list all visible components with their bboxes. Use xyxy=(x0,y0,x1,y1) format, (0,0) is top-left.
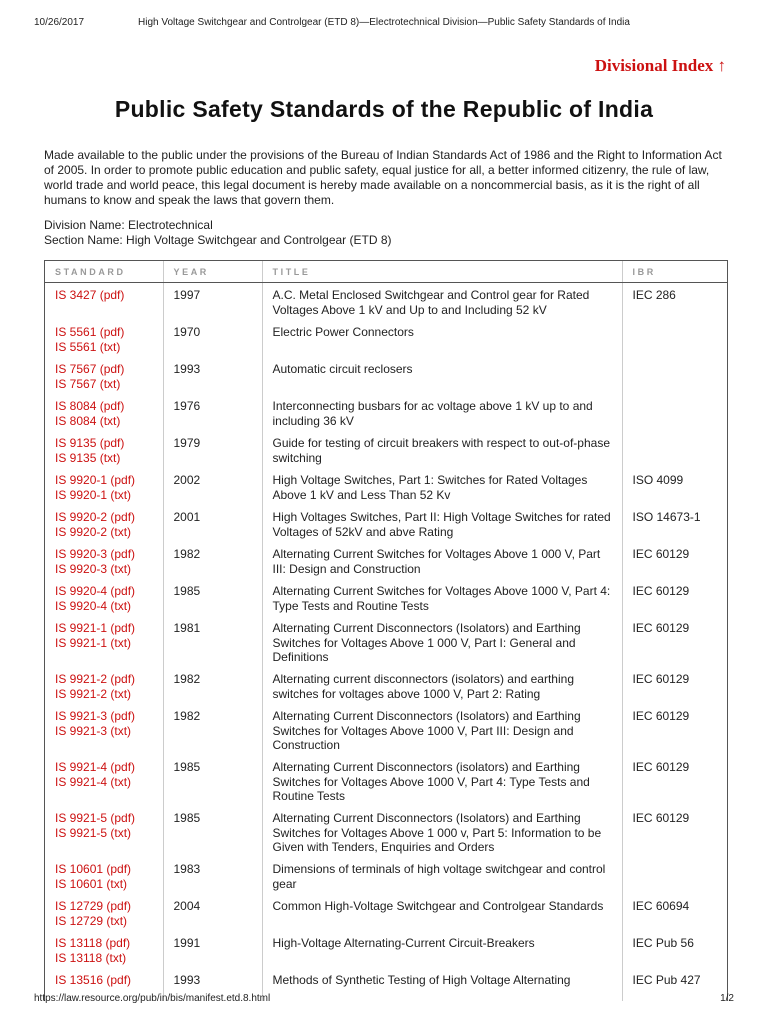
title-cell: Guide for testing of circuit breakers with respect to out-of-phase switching xyxy=(262,431,622,468)
txt-link[interactable]: IS 9920-4 (txt) xyxy=(55,598,132,613)
standard-cell xyxy=(45,394,163,431)
print-document-title: High Voltage Switchgear and Controlgear (ETD 8)—Electrotechnical Division—Public Safety Standards of India xyxy=(138,17,630,28)
txt-link[interactable]: IS 9921-1 (txt) xyxy=(55,635,132,650)
year-cell: 1970 xyxy=(163,320,262,357)
ibr-cell xyxy=(622,357,727,394)
title-cell: Electric Power Connectors xyxy=(262,320,622,357)
pdf-link[interactable]: IS 12729 (pdf) xyxy=(55,899,132,913)
table-row xyxy=(45,755,727,806)
txt-link[interactable]: IS 12729 (txt) xyxy=(55,913,128,928)
pdf-link[interactable]: IS 5561 (pdf) xyxy=(55,325,125,339)
section-name: Section Name: High Voltage Switchgear and Controlgear (ETD 8) xyxy=(44,233,392,247)
title-cell: High-Voltage Alternating-Current Circuit-Breakers xyxy=(262,931,622,968)
pdf-link[interactable]: IS 9920-3 (pdf) xyxy=(55,547,136,561)
txt-link[interactable]: IS 9921-5 (txt) xyxy=(55,825,132,840)
ibr-cell: IEC 60129 xyxy=(632,811,690,825)
pdf-link[interactable]: IS 10601 (pdf) xyxy=(55,862,132,876)
intro-paragraph: Made available to the public under the provisions of the Bureau of Indian Standards Act of 1986 and the Right to Information Act of 2005. In order to promote public education and public safety, equal justice for all, a better informed citizenry, the rule of law, world trade and world peace, this legal document is hereby made available on a noncommercial basis, as it is the right of all humans to know and speak the laws that govern them. xyxy=(44,148,722,207)
standard-cell xyxy=(45,542,163,579)
year-cell: 2001 xyxy=(163,505,262,542)
ibr-cell: IEC 60129 xyxy=(632,672,690,686)
ibr-cell: IEC 60129 xyxy=(632,621,690,635)
standard-cell xyxy=(45,616,163,667)
pdf-link[interactable]: IS 9921-3 (pdf) xyxy=(55,709,136,723)
table-body xyxy=(45,283,727,1002)
txt-link[interactable]: IS 9920-3 (txt) xyxy=(55,561,132,576)
year-cell: 1979 xyxy=(163,431,262,468)
table-row xyxy=(45,806,727,857)
column-header-standard: STANDARD xyxy=(45,261,163,283)
standard-cell xyxy=(45,931,163,968)
year-cell: 1993 xyxy=(163,968,262,1001)
ibr-cell: ISO 14673-1 xyxy=(632,510,701,524)
txt-link[interactable]: IS 9920-2 (txt) xyxy=(55,524,132,539)
table-row xyxy=(45,704,727,755)
column-header-title: TITLE xyxy=(262,261,622,283)
standard-cell xyxy=(45,806,163,857)
pdf-link[interactable]: IS 9921-2 (pdf) xyxy=(55,672,136,686)
title-cell: Common High-Voltage Switchgear and Controlgear Standards xyxy=(262,894,622,931)
pdf-link[interactable]: IS 9921-5 (pdf) xyxy=(55,811,136,825)
title-cell: Alternating Current Disconnectors (Isolators) and Earthing Switches for Voltages Above 1 000 v, Part 5: Information to be Given with Tenders, Enquiries and Orders xyxy=(262,806,622,857)
pdf-link[interactable]: IS 3427 (pdf) xyxy=(55,288,125,302)
year-cell: 1982 xyxy=(163,542,262,579)
standard-cell xyxy=(45,579,163,616)
txt-link[interactable]: IS 10601 (txt) xyxy=(55,876,128,891)
ibr-cell: IEC 286 xyxy=(632,288,676,302)
ibr-cell: IEC 60129 xyxy=(632,547,690,561)
table-row xyxy=(45,931,727,968)
title-cell: High Voltage Switches, Part 1: Switches for Rated Voltages Above 1 kV and Less Than 52 Kv xyxy=(262,468,622,505)
standard-cell xyxy=(45,431,163,468)
title-cell: Interconnecting busbars for ac voltage above 1 kV up to and including 36 kV xyxy=(262,394,622,431)
print-url: https://law.resource.org/pub/in/bis/manifest.etd.8.html xyxy=(34,993,271,1004)
title-cell: Alternating Current Disconnectors (Isolators) and Earthing Switches for Voltages Above 1 000 V, Part I: General and Definitions xyxy=(262,616,622,667)
ibr-cell: IEC Pub 427 xyxy=(632,973,701,987)
standard-cell xyxy=(45,320,163,357)
ibr-cell: IEC 60694 xyxy=(632,899,690,913)
title-cell: Automatic circuit reclosers xyxy=(262,357,622,394)
page-number: 1/2 xyxy=(720,993,734,1004)
table-row xyxy=(45,542,727,579)
year-cell: 1985 xyxy=(163,806,262,857)
title-cell: Alternating current disconnectors (isolators) and earthing switches for voltages above 1000 V, Part 2: Rating xyxy=(262,667,622,704)
standard-cell xyxy=(45,667,163,704)
standard-cell xyxy=(45,894,163,931)
pdf-link[interactable]: IS 9920-2 (pdf) xyxy=(55,510,136,524)
year-cell: 1976 xyxy=(163,394,262,431)
column-header-year: YEAR xyxy=(163,261,262,283)
txt-link[interactable]: IS 9921-3 (txt) xyxy=(55,723,132,738)
table-row xyxy=(45,431,727,468)
standard-cell xyxy=(45,283,163,321)
pdf-link[interactable]: IS 13118 (pdf) xyxy=(55,936,131,950)
print-header xyxy=(34,17,734,31)
standard-cell xyxy=(45,857,163,894)
title-cell: High Voltages Switches, Part II: High Voltage Switches for rated Voltages of 52kV and abve Rating xyxy=(262,505,622,542)
table-row xyxy=(45,667,727,704)
year-cell: 2004 xyxy=(163,894,262,931)
txt-link[interactable]: IS 9921-2 (txt) xyxy=(55,686,132,701)
ibr-cell: ISO 4099 xyxy=(632,473,684,487)
standard-cell xyxy=(45,357,163,394)
txt-link[interactable]: IS 9921-4 (txt) xyxy=(55,774,132,789)
year-cell: 1982 xyxy=(163,704,262,755)
table-row xyxy=(45,357,727,394)
txt-link[interactable]: IS 9920-1 (txt) xyxy=(55,487,132,502)
column-header-ibr: IBR xyxy=(622,261,727,283)
standard-cell xyxy=(45,704,163,755)
year-cell: 1993 xyxy=(163,357,262,394)
section-meta xyxy=(44,218,728,248)
txt-link[interactable]: IS 5561 (txt) xyxy=(55,339,121,354)
table-row xyxy=(45,320,727,357)
year-cell: 1985 xyxy=(163,579,262,616)
year-cell: 1983 xyxy=(163,857,262,894)
title-cell: Alternating Current Switches for Voltages Above 1000 V, Part 4: Type Tests and Routine Tests xyxy=(262,579,622,616)
division-name: Division Name: Electrotechnical xyxy=(44,218,213,232)
table-row xyxy=(45,894,727,931)
pdf-link[interactable]: IS 9921-1 (pdf) xyxy=(55,621,136,635)
ibr-cell xyxy=(622,320,727,357)
standard-cell xyxy=(45,755,163,806)
print-date: 10/26/2017 xyxy=(34,17,85,28)
pdf-link[interactable]: IS 13516 (pdf) xyxy=(55,973,132,987)
standards-table xyxy=(45,261,727,1001)
ibr-cell: IEC 60129 xyxy=(632,584,690,598)
title-cell: Alternating Current Disconnectors (Isolators) and Earthing Switches for Voltages Above 1000 V, Part III: Design and Construction xyxy=(262,704,622,755)
year-cell: 1985 xyxy=(163,755,262,806)
pdf-link[interactable]: IS 9920-1 (pdf) xyxy=(55,473,136,487)
title-cell: Dimensions of terminals of high voltage switchgear and control gear xyxy=(262,857,622,894)
txt-link[interactable]: IS 8084 (txt) xyxy=(55,413,121,428)
title-cell: Alternating Current Disconnectors (isolators) and Earthing Switches for Voltages Above 1000 V, Part 4: Type Tests and Routine Tests xyxy=(262,755,622,806)
table-row xyxy=(45,394,727,431)
txt-link[interactable]: IS 7567 (txt) xyxy=(55,376,121,391)
title-cell: Methods of Synthetic Testing of High Voltage Alternating xyxy=(262,968,622,1001)
table-row xyxy=(45,579,727,616)
txt-link[interactable]: IS 13118 (txt) xyxy=(55,950,127,965)
standard-cell xyxy=(45,505,163,542)
title-cell: A.C. Metal Enclosed Switchgear and Control gear for Rated Voltages Above 1 kV and Up to and Including 52 kV xyxy=(262,283,622,321)
ibr-cell: IEC Pub 56 xyxy=(632,936,694,950)
table-row xyxy=(45,857,727,894)
ibr-cell xyxy=(622,431,727,468)
divisional-index-link[interactable]: Divisional Index ↑ xyxy=(594,56,726,75)
pdf-link[interactable]: IS 9920-4 (pdf) xyxy=(55,584,136,598)
ibr-cell xyxy=(622,857,727,894)
table-row xyxy=(45,505,727,542)
pdf-link[interactable]: IS 9921-4 (pdf) xyxy=(55,760,136,774)
year-cell: 1982 xyxy=(163,667,262,704)
year-cell: 2002 xyxy=(163,468,262,505)
year-cell: 1991 xyxy=(163,931,262,968)
pdf-link[interactable]: IS 7567 (pdf) xyxy=(55,362,125,376)
txt-link[interactable]: IS 9135 (txt) xyxy=(55,450,121,465)
pdf-link[interactable]: IS 9135 (pdf) xyxy=(55,436,125,450)
year-cell: 1997 xyxy=(163,283,262,321)
ibr-cell: IEC 60129 xyxy=(632,709,690,723)
page-title: Public Safety Standards of the Republic of India xyxy=(114,96,654,122)
standards-table-container xyxy=(44,260,728,1001)
ibr-cell: IEC 60129 xyxy=(632,760,690,774)
table-row xyxy=(45,616,727,667)
year-cell: 1981 xyxy=(163,616,262,667)
table-row xyxy=(45,468,727,505)
standard-cell xyxy=(45,468,163,505)
table-header-row xyxy=(45,261,727,283)
ibr-cell xyxy=(622,394,727,431)
pdf-link[interactable]: IS 8084 (pdf) xyxy=(55,399,125,413)
table-row xyxy=(45,283,727,321)
title-cell: Alternating Current Switches for Voltages Above 1 000 V, Part III: Design and Construction xyxy=(262,542,622,579)
